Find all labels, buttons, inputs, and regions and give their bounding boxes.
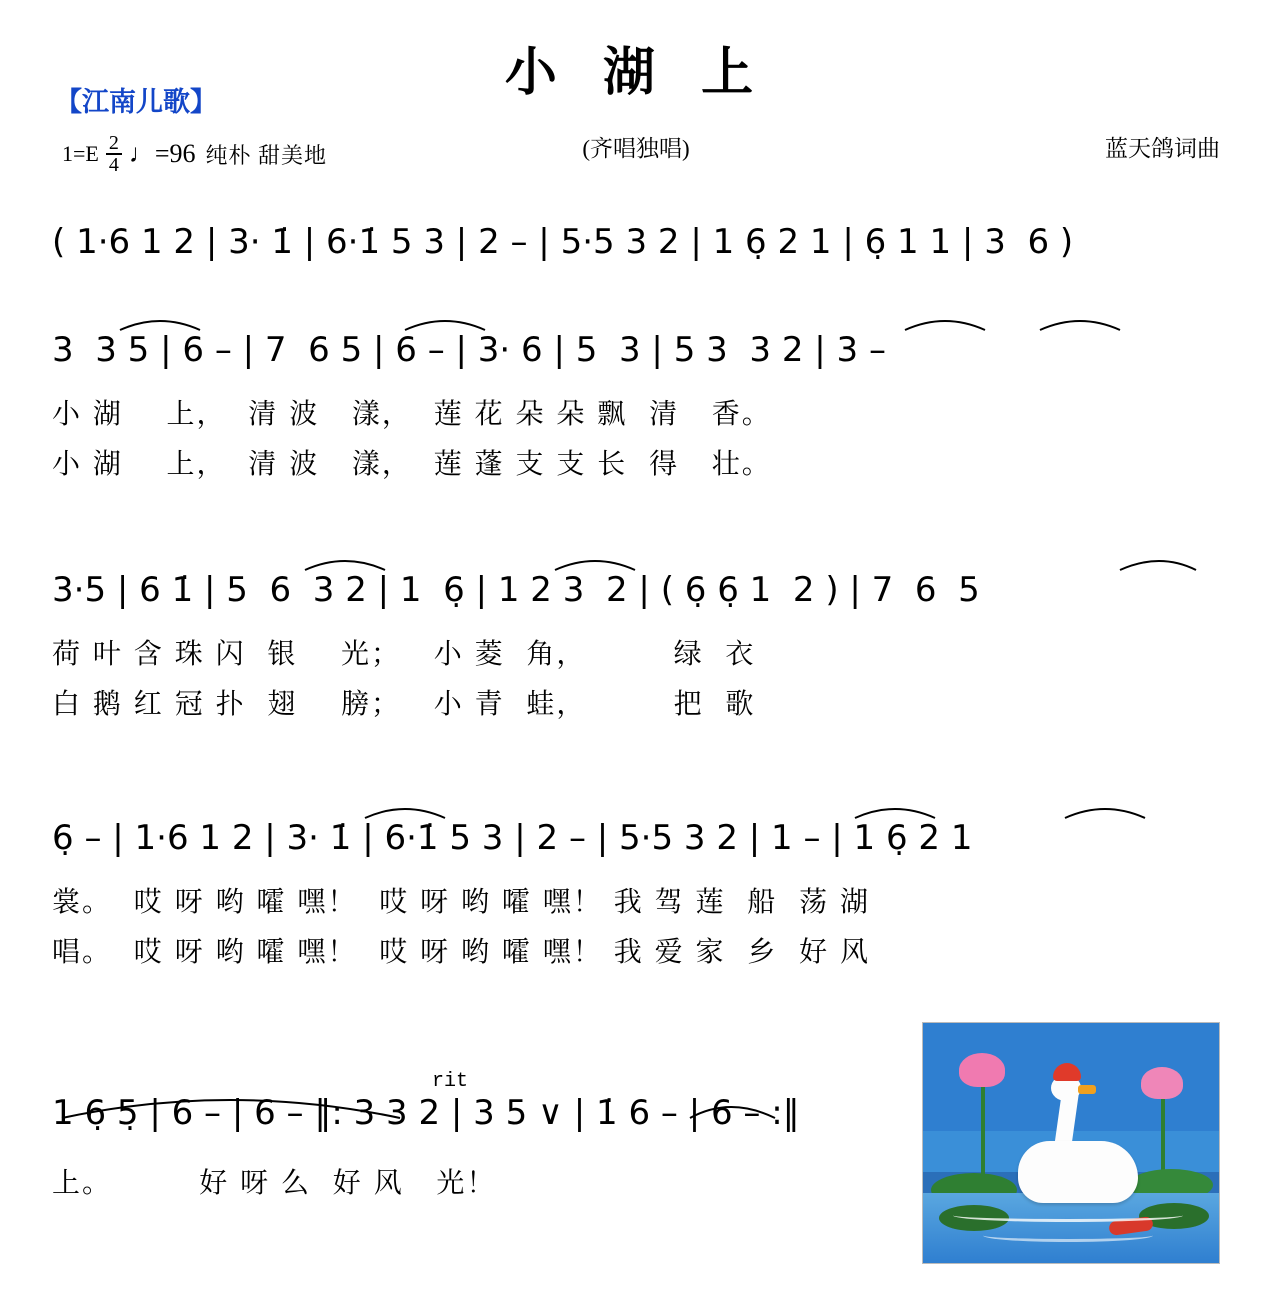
music-line-3 [52, 570, 1232, 722]
genre-label: 【江南儿歌】 [55, 87, 217, 118]
rit-marking: rit [432, 1070, 469, 1093]
time-signature [106, 133, 122, 175]
note-row: 3·5 | 6 1̇ | 5 6 3 2 | 1 6̣ | 1 2 3 2 | ( 6̣ 6̣ 1 2 ) | 7 6 5 [52, 570, 980, 610]
tempo-marking: ♩=96 [128, 139, 196, 168]
lyric-row-verse-1: 荷 叶 含 珠 闪 银 光； 小 菱 角， 绿 衣 [52, 637, 756, 670]
note-row: 6̣ – | 1·6 1 2 | 3· 1̇ | 6·1̇ 5 3 | 2 – | 5·5 3 2 | 1 – | 1 6̣ 2 1 [52, 818, 973, 858]
lotus-stem-left [981, 1075, 985, 1175]
time-signature-numerator: 2 [106, 133, 122, 155]
lyric-row-verse-2: 唱。 哎 呀 哟 嚯 嘿！ 哎 呀 哟 嚯 嘿！ 我 爱 家 乡 好 风 [52, 935, 871, 968]
water-wave-2 [983, 1229, 1153, 1242]
score-meta [62, 133, 327, 175]
lotus-flower-right [1141, 1067, 1183, 1099]
water-wave-1 [953, 1209, 1183, 1222]
expression-marking: 纯朴 甜美地 [205, 142, 328, 168]
note-row: 3 3 5 | 6 – | 7 6 5 | 6 – | 3· 6 | 5 3 | 5 3 3 2 | 3 – [52, 330, 886, 370]
music-line-5 [52, 1070, 912, 1201]
lyric-row-verse-2: 白 鹅 红 冠 扑 翅 膀； 小 青 蛙， 把 歌 [52, 687, 756, 720]
music-line-1 [52, 222, 1232, 262]
music-line-2 [52, 330, 1232, 482]
swan-crown [1053, 1063, 1081, 1081]
key-signature: 1=E [62, 141, 99, 166]
swan-lotus-pond-picture [922, 1022, 1220, 1264]
composer-credit: 蓝天鸽词曲 [1105, 136, 1220, 161]
page-title: 小 湖 上 [504, 43, 768, 103]
lyric-row-verse-1: 裳。 哎 呀 哟 嚯 嘿！ 哎 呀 哟 嚯 嘿！ 我 驾 莲 船 荡 湖 [52, 885, 871, 918]
lotus-flower-left [959, 1053, 1005, 1087]
time-signature-denominator: 4 [108, 154, 119, 176]
lyric-row-verse-1: 小 湖 上， 清 波 漾， 莲 花 朵 朵 飘 清 香。 [52, 397, 772, 430]
lyric-row-verse-2: 小 湖 上， 清 波 漾， 莲 蓬 支 支 长 得 壮。 [52, 447, 772, 480]
lotus-stem-right [1161, 1089, 1165, 1175]
lyric-row-verse-1: 上。 好 呀 么 好 风 光！ [52, 1166, 497, 1199]
note-row: ( 1·6 1 2 | 3· 1̇ | 6·1̇ 5 3 | 2 – | 5·5 3 2 | 1 6̣ 2 1 | 6̣ 1 1 | 3 6 ) [52, 222, 1074, 262]
swan-body [1018, 1141, 1138, 1203]
swan-beak [1078, 1085, 1096, 1094]
music-line-4 [52, 818, 1232, 970]
note-row: 1 6̣ 5̣ | 6 – | 6 – ‖: 3 3 2 | 3 5 ∨ | 1̇ 6 – | 6 – :‖ [52, 1093, 800, 1133]
performance-note: (齐唱独唱) [582, 136, 690, 161]
